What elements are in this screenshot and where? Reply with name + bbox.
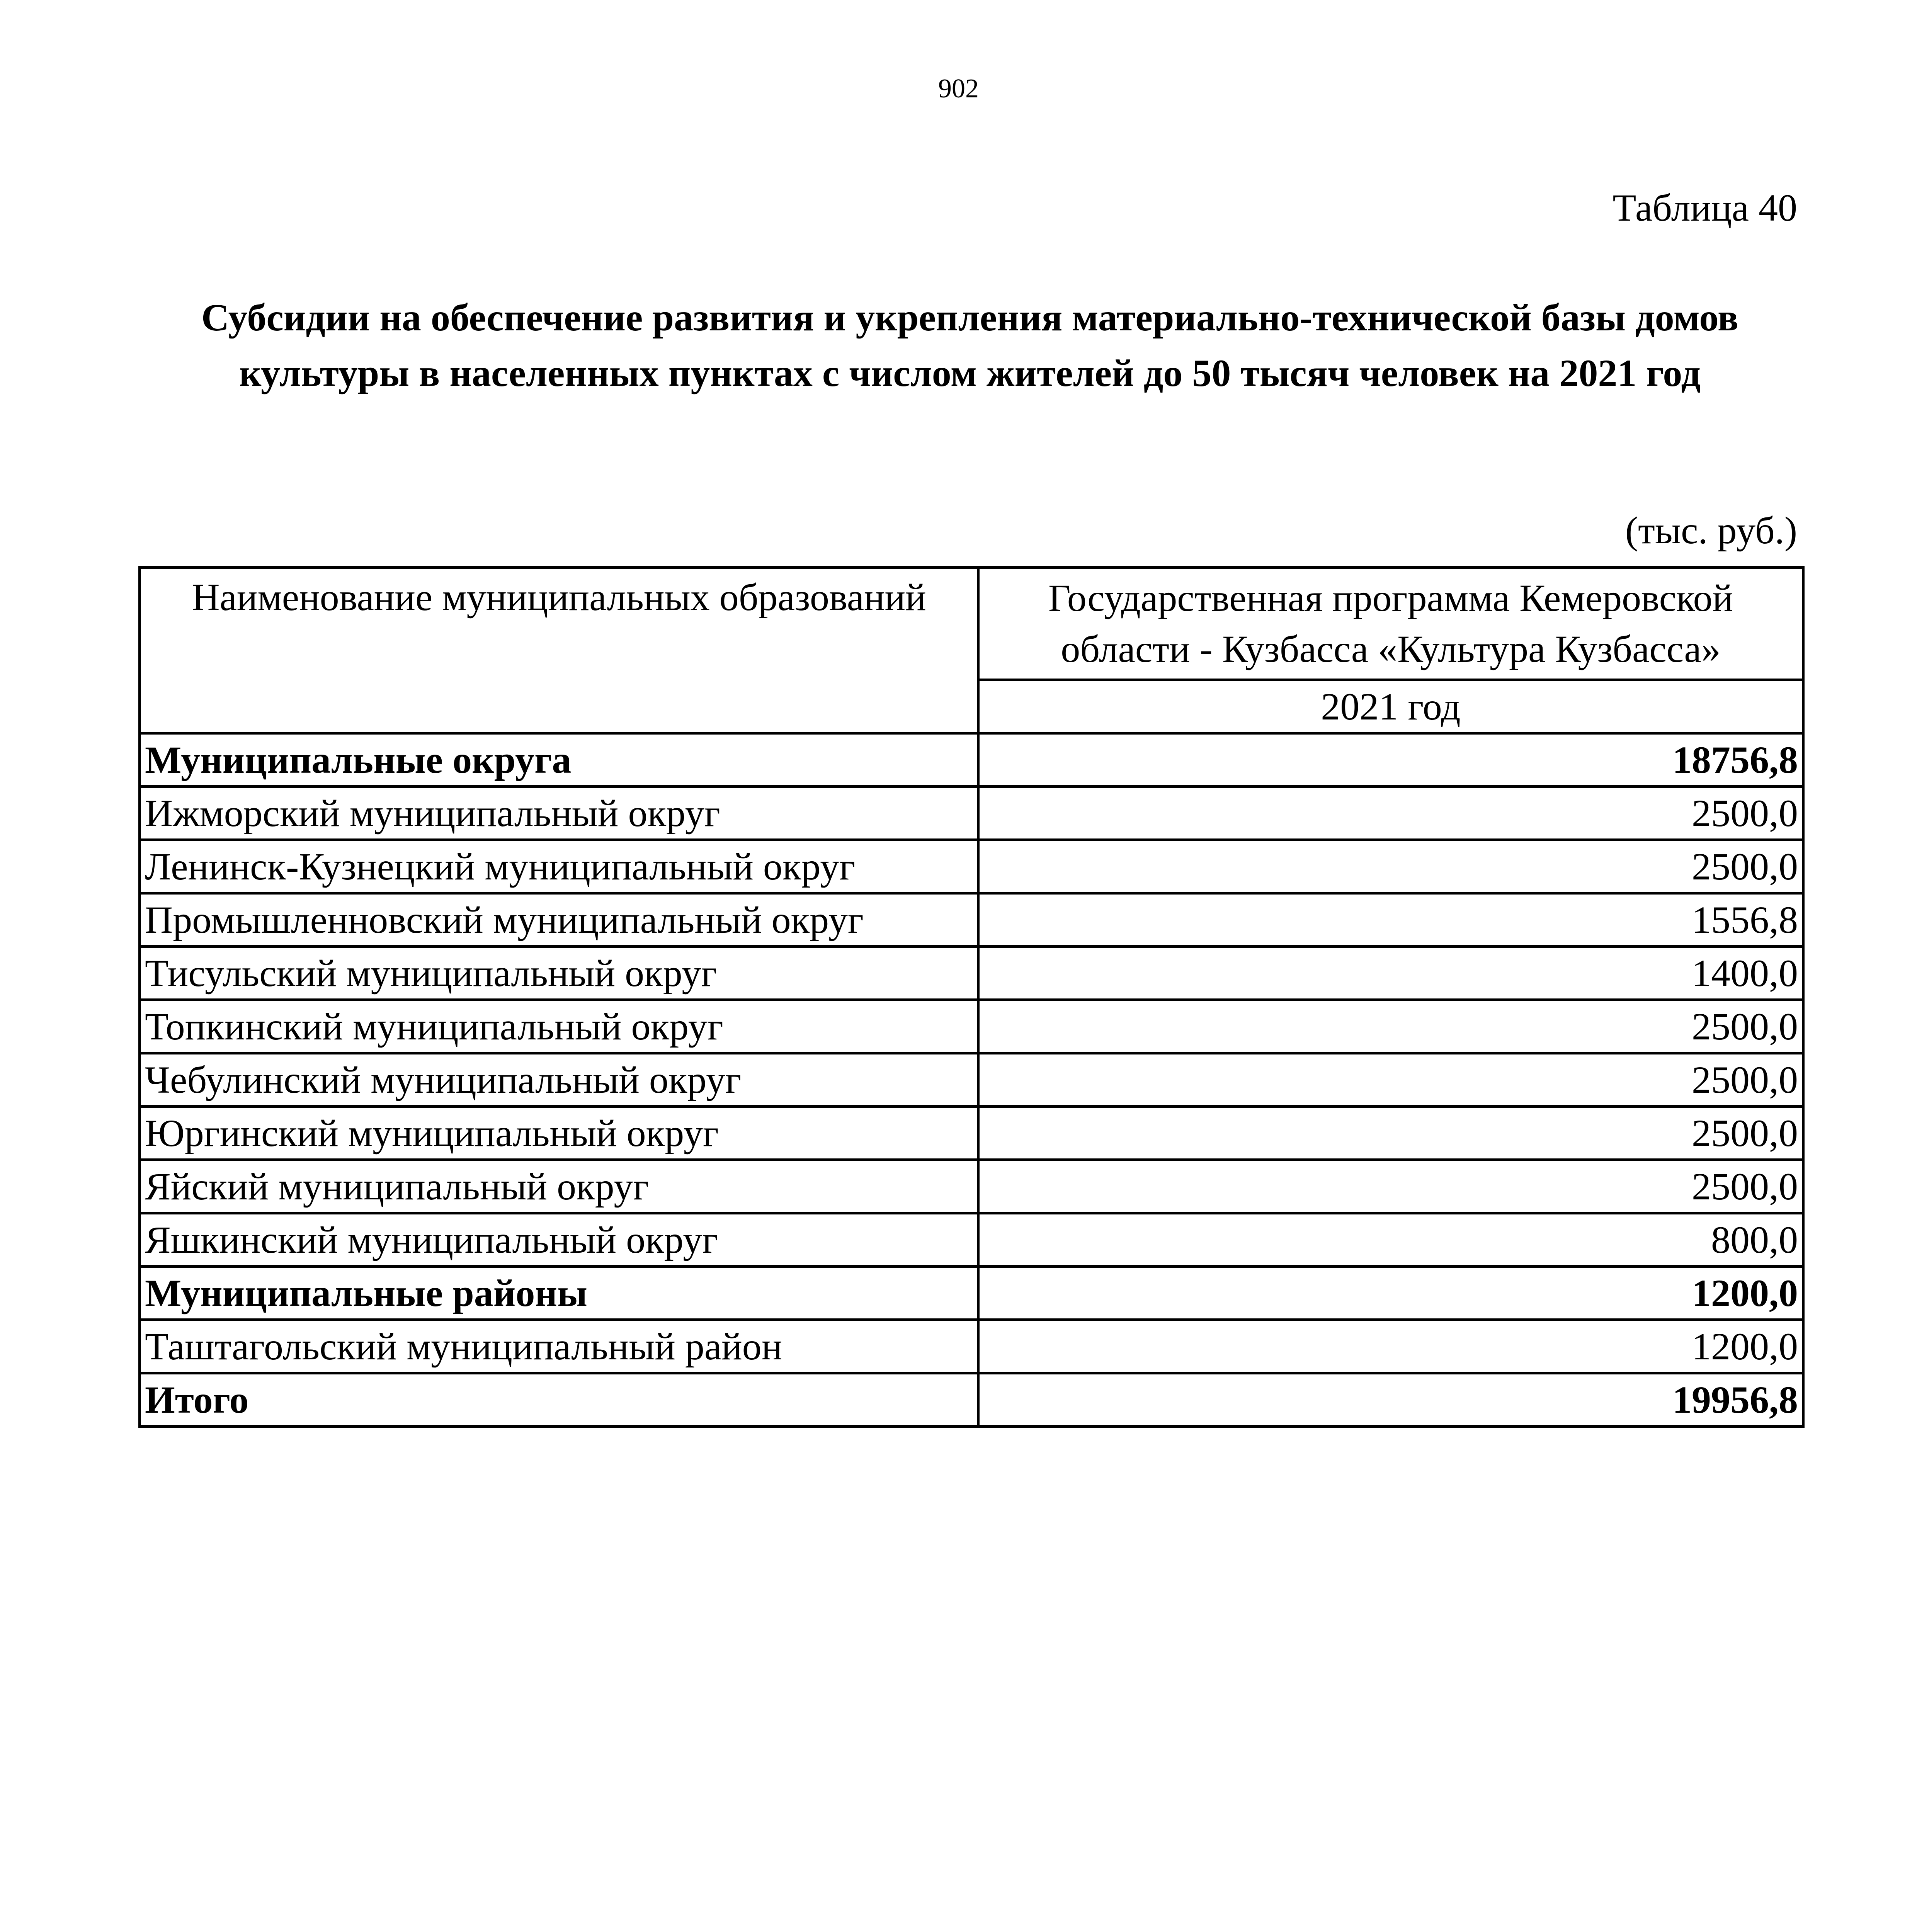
table-row-group-okruga	[140, 733, 1803, 787]
row-value: 2500,0	[978, 1053, 1803, 1107]
header-program: Государственная программа Кемеровской области - Кузбасса «Культура Кузбасса»	[978, 568, 1803, 680]
row-name: Ленинск-Кузнецкий муниципальный округ	[140, 840, 978, 893]
row-name: Итого	[140, 1373, 978, 1427]
row-value: 1556,8	[978, 893, 1803, 947]
row-name: Яшкинский муниципальный округ	[140, 1213, 978, 1267]
row-value: 800,0	[978, 1213, 1803, 1267]
row-value: 2500,0	[978, 1160, 1803, 1213]
row-value: 2500,0	[978, 1000, 1803, 1053]
header-year: 2021 год	[978, 680, 1803, 733]
row-value: 2500,0	[978, 840, 1803, 893]
table-label: Таблица 40	[1613, 186, 1797, 229]
row-name: Таштагольский муниципальный район	[140, 1320, 978, 1373]
row-value: 19956,8	[978, 1373, 1803, 1427]
row-name: Яйский муниципальный округ	[140, 1160, 978, 1213]
table-row	[140, 947, 1803, 1000]
row-name: Топкинский муниципальный округ	[140, 1000, 978, 1053]
row-value: 1200,0	[978, 1320, 1803, 1373]
row-value: 18756,8	[978, 733, 1803, 787]
table-header-row	[140, 568, 1803, 680]
table-row-group-rayony	[140, 1267, 1803, 1320]
table-row	[140, 1053, 1803, 1107]
row-name: Муниципальные районы	[140, 1267, 978, 1320]
table-row	[140, 893, 1803, 947]
row-name: Ижморский муниципальный округ	[140, 787, 978, 840]
table-row	[140, 840, 1803, 893]
row-name: Юргинский муниципальный округ	[140, 1107, 978, 1160]
row-name: Чебулинский муниципальный округ	[140, 1053, 978, 1107]
header-name-column: Наименование муниципальных образований	[140, 568, 978, 733]
units-label: (тыс. руб.)	[1625, 509, 1797, 552]
table-row	[140, 1320, 1803, 1373]
row-name: Тисульский муниципальный округ	[140, 947, 978, 1000]
row-value: 2500,0	[978, 787, 1803, 840]
row-value: 1400,0	[978, 947, 1803, 1000]
table-row	[140, 1160, 1803, 1213]
row-name: Промышленновский муниципальный округ	[140, 893, 978, 947]
table-row	[140, 1213, 1803, 1267]
page-number: 902	[938, 74, 979, 104]
table-row	[140, 1000, 1803, 1053]
document-title: Субсидии на обеспечение развития и укрепления материально-технической базы домов культуры в населенных пунктах с числом жителей до 50 тысяч человек на 2021 год	[201, 296, 1739, 395]
row-value: 1200,0	[978, 1267, 1803, 1320]
table-row	[140, 1107, 1803, 1160]
row-name: Муниципальные округа	[140, 733, 978, 787]
table-row	[140, 787, 1803, 840]
row-value: 2500,0	[978, 1107, 1803, 1160]
table-row-total	[140, 1373, 1803, 1427]
subsidies-table	[138, 566, 1805, 1428]
